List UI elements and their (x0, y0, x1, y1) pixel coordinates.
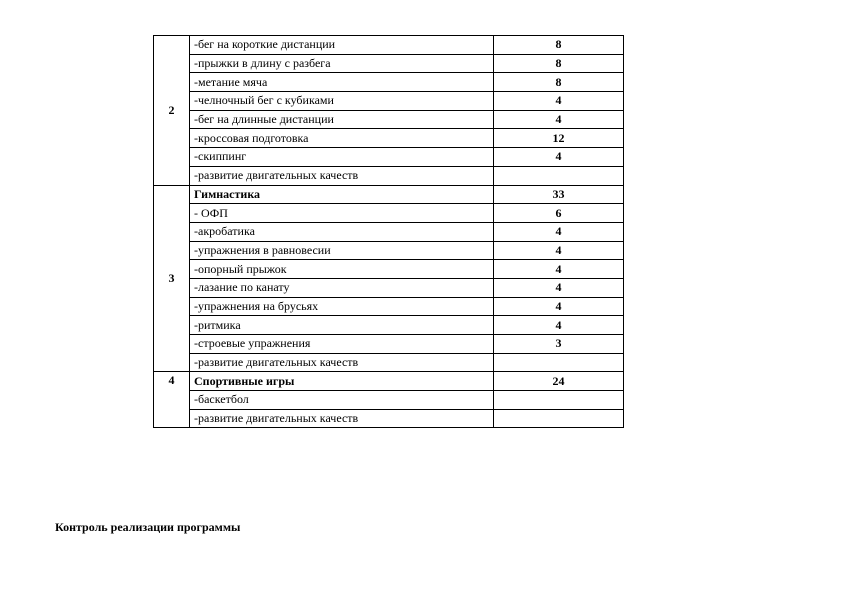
program-table (153, 35, 624, 428)
activity-name-cell: -развитие двигательных качеств (190, 409, 494, 428)
hours-cell: 4 (494, 316, 624, 335)
program-table-body (154, 36, 624, 428)
table-row (154, 335, 624, 354)
activity-name-cell: -челночный бег с кубиками (190, 92, 494, 111)
table-row (154, 372, 624, 391)
activity-name-cell: -упражнения на брусьях (190, 297, 494, 316)
section-number-cell: 4 (154, 372, 190, 428)
table-row (154, 260, 624, 279)
hours-cell: 12 (494, 129, 624, 148)
activity-name-cell: -бег на короткие дистанции (190, 36, 494, 55)
activity-name-cell: -метание мяча (190, 73, 494, 92)
hours-cell (494, 409, 624, 428)
table-row (154, 148, 624, 167)
hours-cell: 33 (494, 185, 624, 204)
table-row (154, 204, 624, 223)
hours-cell (494, 166, 624, 185)
table-row (154, 241, 624, 260)
hours-cell: 6 (494, 204, 624, 223)
activity-name-cell: -прыжки в длину с разбега (190, 54, 494, 73)
hours-cell: 8 (494, 36, 624, 55)
activity-name-cell: -строевые упражнения (190, 335, 494, 354)
activity-name-cell: -акробатика (190, 222, 494, 241)
activity-name-cell: -ритмика (190, 316, 494, 335)
activity-name-cell: -баскетбол (190, 391, 494, 410)
activity-name-cell: -кроссовая подготовка (190, 129, 494, 148)
table-row (154, 110, 624, 129)
hours-cell (494, 353, 624, 372)
hours-cell: 4 (494, 148, 624, 167)
hours-cell: 8 (494, 73, 624, 92)
hours-cell: 4 (494, 278, 624, 297)
activity-name-cell: -развитие двигательных качеств (190, 166, 494, 185)
activity-name-cell: -бег на длинные дистанции (190, 110, 494, 129)
table-row (154, 278, 624, 297)
hours-cell: 8 (494, 54, 624, 73)
hours-cell: 4 (494, 260, 624, 279)
table-row (154, 409, 624, 428)
table-row (154, 222, 624, 241)
activity-name-cell: -развитие двигательных качеств (190, 353, 494, 372)
activity-name-cell: -лазание по канату (190, 278, 494, 297)
table-row (154, 185, 624, 204)
hours-cell: 4 (494, 241, 624, 260)
hours-cell: 4 (494, 222, 624, 241)
table-row (154, 92, 624, 111)
hours-cell (494, 391, 624, 410)
activity-name-cell: -скиппинг (190, 148, 494, 167)
activity-name-cell: -опорный прыжок (190, 260, 494, 279)
activity-name-cell: - ОФП (190, 204, 494, 223)
table-row (154, 166, 624, 185)
table-row (154, 353, 624, 372)
section-heading-program-control: Контроль реализации программы (55, 520, 241, 534)
activity-name-cell: Гимнастика (190, 185, 494, 204)
table-row (154, 316, 624, 335)
table-row (154, 36, 624, 55)
hours-cell: 4 (494, 110, 624, 129)
hours-cell: 3 (494, 335, 624, 354)
hours-cell: 24 (494, 372, 624, 391)
table-row (154, 129, 624, 148)
hours-cell: 4 (494, 297, 624, 316)
table-row (154, 297, 624, 316)
section-number-cell: 2 (154, 36, 190, 186)
activity-name-cell: Спортивные игры (190, 372, 494, 391)
table-row (154, 73, 624, 92)
activity-name-cell: -упражнения в равновесии (190, 241, 494, 260)
hours-cell: 4 (494, 92, 624, 111)
section-number-cell: 3 (154, 185, 190, 372)
table-row (154, 54, 624, 73)
table-row (154, 391, 624, 410)
